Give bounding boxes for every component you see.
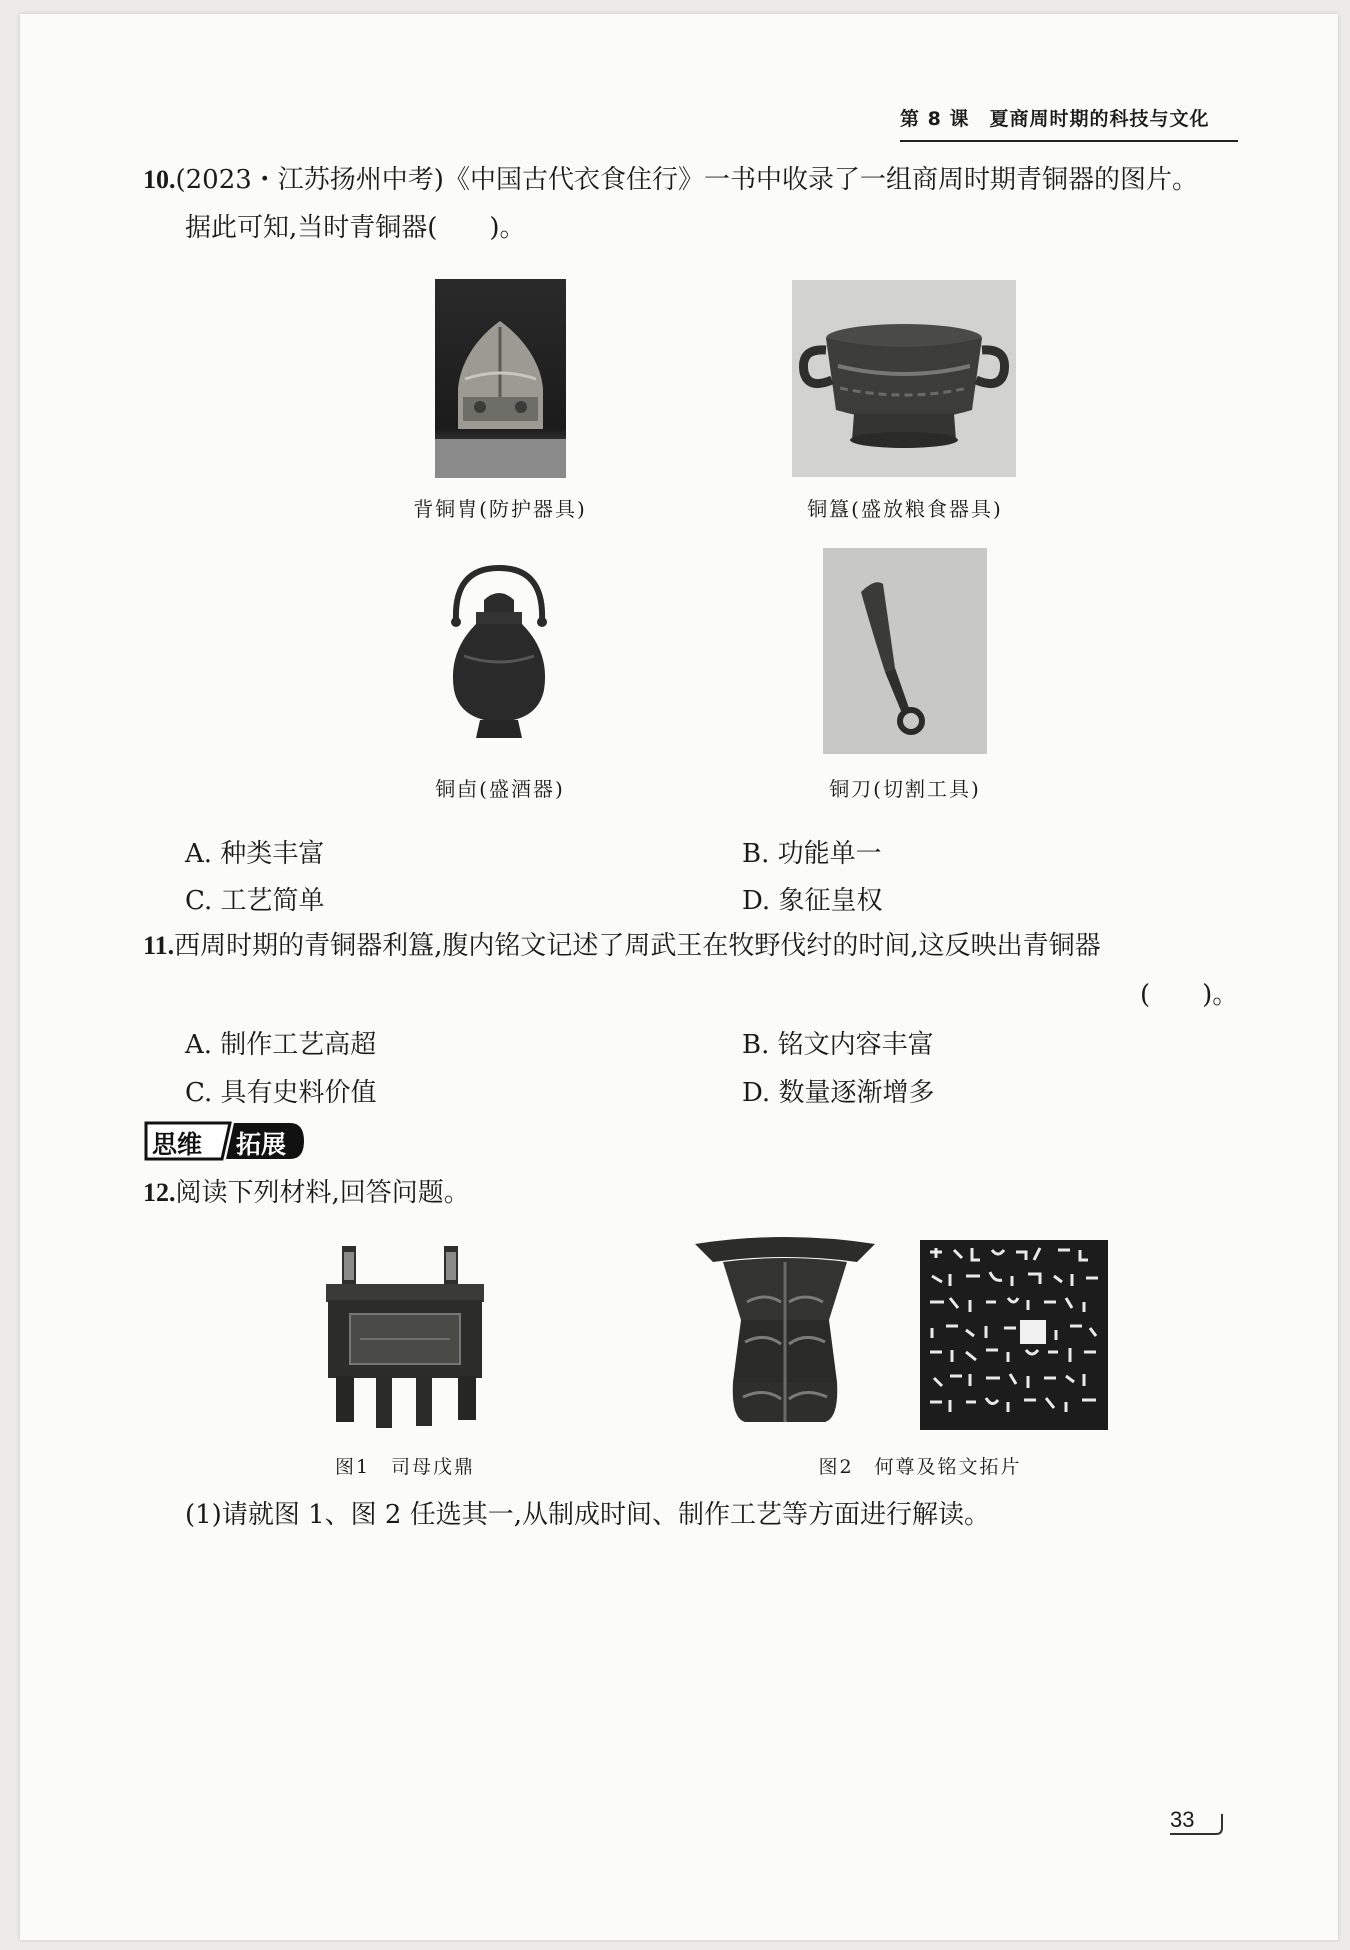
question-12-line1 [143, 1175, 470, 1211]
question-10-number: 10. [143, 165, 176, 194]
simuwu-ding-photo [320, 1240, 490, 1432]
page-number-text: 33 [1170, 1807, 1195, 1832]
q10-option-d[interactable]: D. 象征皇权 [742, 886, 883, 916]
lesson-header: 第 8 课 夏商周时期的科技与文化 [900, 108, 1210, 130]
q10-option-a[interactable]: A. 种类丰富 [185, 839, 325, 869]
q11-option-a[interactable]: A. 制作工艺高超 [185, 1030, 377, 1060]
inscription-rubbing [920, 1240, 1108, 1430]
question-11-blank: ( )。 [1140, 980, 1239, 1010]
question-10-text: (2023・江苏扬州中考)《中国古代衣食住行》一书中收录了一组商周时期青铜器的图片。 [175, 165, 1198, 195]
caption-gui: 铜簋(盛放粮食器具) [807, 497, 1003, 521]
question-12-text: 阅读下列材料,回答问题。 [175, 1178, 470, 1208]
q11-option-d[interactable]: D. 数量逐渐增多 [742, 1078, 935, 1108]
question-11-number: 11. [143, 931, 175, 960]
question-12-number: 12. [143, 1178, 176, 1207]
section-label-part1: 思维 [152, 1130, 203, 1159]
header-rule [900, 140, 1238, 142]
section-label-part2: 拓展 [236, 1130, 287, 1159]
q10-option-b[interactable]: B. 功能单一 [742, 839, 882, 869]
question-10-line2: 据此可知,当时青铜器( )。 [185, 213, 526, 243]
caption-knife: 铜刀(切割工具) [829, 777, 981, 801]
q11-option-b[interactable]: B. 铭文内容丰富 [742, 1030, 934, 1060]
question-10-line1 [143, 162, 1198, 198]
question-11-line1 [143, 928, 1101, 964]
caption-helmet: 背铜胄(防护器具) [413, 497, 587, 521]
section-badge [142, 1121, 306, 1161]
caption-you: 铜卣(盛酒器) [435, 777, 565, 801]
figure-2-caption: 图2 何尊及铭文拓片 [818, 1456, 1022, 1478]
q10-option-c[interactable]: C. 工艺简单 [185, 886, 325, 916]
figure-1-caption: 图1 司母戊鼎 [334, 1456, 476, 1478]
bronze-gui-photo [792, 280, 1016, 477]
page-number-bracket [1168, 1808, 1228, 1838]
question-12-subquestion-1: (1)请就图 1、图 2 任选其一,从制成时间、制作工艺等方面进行解读。 [185, 1500, 990, 1530]
bronze-you-photo [438, 560, 560, 746]
bronze-helmet-photo [435, 279, 566, 478]
he-zun-photo [695, 1232, 875, 1428]
question-11-text: 西周时期的青铜器利簋,腹内铭文记述了周武王在牧野伐纣的时间,这反映出青铜器 [174, 931, 1101, 961]
q11-option-c[interactable]: C. 具有史料价值 [185, 1078, 377, 1108]
bronze-knife-photo [823, 548, 987, 754]
